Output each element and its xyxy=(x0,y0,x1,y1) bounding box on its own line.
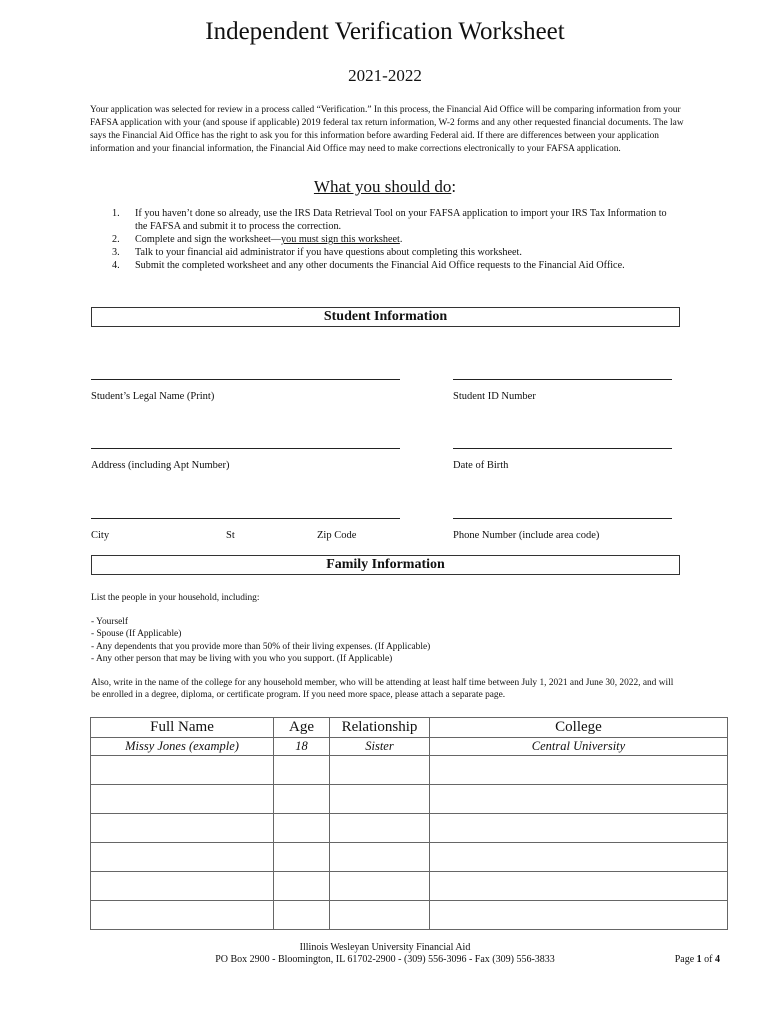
college-note: Also, write in the name of the college for any household member, who will be attending at least half time between July 1, 2021 and June 30, 2022, and will be enrolled in a degree, diploma, or certificate program. If you need more space, please attach a separate page. xyxy=(91,678,674,701)
col-age: Age xyxy=(274,718,330,738)
table-row-example xyxy=(91,738,728,756)
student-id-label: Student ID Number xyxy=(453,391,536,402)
page-prefix: Page xyxy=(674,954,697,965)
page-current: 1 xyxy=(696,954,702,965)
step-text-end: . xyxy=(399,234,403,245)
table-row xyxy=(91,785,728,814)
list-item xyxy=(112,233,672,246)
list-item: - Any dependents that you provide more than 50% of their living expenses. (If Applicable) xyxy=(91,641,431,652)
household-table xyxy=(90,717,728,930)
phone-label: Phone Number (include area code) xyxy=(453,530,600,541)
list-item: - Any other person that may be living with you who you support. (If Applicable) xyxy=(91,654,393,665)
table-row xyxy=(91,814,728,843)
example-name: Missy Jones (example) xyxy=(91,738,274,756)
footer-institution: Illinois Wesleyan University Financial Aid xyxy=(299,942,471,953)
page-total: 4 xyxy=(715,954,720,965)
list-item: - Spouse (If Applicable) xyxy=(91,629,182,640)
legal-name-field[interactable] xyxy=(91,379,400,380)
city-state-zip-field[interactable] xyxy=(91,518,400,519)
city-label: City xyxy=(91,530,110,541)
step-number: 3. xyxy=(112,247,120,258)
must-sign-text: you must sign this worksheet xyxy=(281,234,400,245)
relationship-cell[interactable] xyxy=(330,872,430,901)
age-cell[interactable] xyxy=(274,843,330,872)
zip-label: Zip Code xyxy=(317,530,357,541)
college-cell[interactable] xyxy=(430,843,728,872)
col-full-name: Full Name xyxy=(91,718,274,738)
name-cell[interactable] xyxy=(91,901,274,930)
step-number: 2. xyxy=(112,234,120,245)
relationship-cell[interactable] xyxy=(330,814,430,843)
name-cell[interactable] xyxy=(91,843,274,872)
step-text: Talk to your financial aid administrator if you have questions about completing this worksheet. xyxy=(135,247,522,258)
college-cell[interactable] xyxy=(430,785,728,814)
age-cell[interactable] xyxy=(274,756,330,785)
intro-paragraph: Your application was selected for review in a process called “Verification.” In this process, the Financial Aid Office will be comparing information from your FAFSA application with your (and spouse if applicable) 2019 federal tax return information, W-2 forms and any other requested financial documents. The law says the Financial Aid Office has the right to ask you for this information before awarding Federal aid. If there are differences between your application information and your financial information, the Financial Aid Office may need to make corrections electronically to your FAFSA application. xyxy=(90,105,684,154)
family-info-heading: Family Information xyxy=(91,555,680,575)
relationship-cell[interactable] xyxy=(330,756,430,785)
table-row xyxy=(91,901,728,930)
step-number: 4. xyxy=(112,260,120,271)
step-text: Submit the completed worksheet and any other documents the Financial Aid Office requests to the Financial Aid Office. xyxy=(135,260,625,271)
page-mid: of xyxy=(701,954,715,965)
step-number: 1. xyxy=(112,208,120,219)
household-list xyxy=(91,616,681,666)
name-cell[interactable] xyxy=(91,785,274,814)
page-title: Independent Verification Worksheet xyxy=(205,18,565,45)
list-item xyxy=(112,207,672,233)
name-cell[interactable] xyxy=(91,814,274,843)
relationship-cell[interactable] xyxy=(330,785,430,814)
table-row xyxy=(91,872,728,901)
legal-name-label: Student’s Legal Name (Print) xyxy=(91,391,215,402)
college-cell[interactable] xyxy=(430,901,728,930)
dob-field[interactable] xyxy=(453,448,672,449)
list-item: - Yourself xyxy=(91,617,128,627)
age-cell[interactable] xyxy=(274,872,330,901)
table-row xyxy=(91,756,728,785)
what-you-should-do-heading xyxy=(0,177,770,197)
list-item xyxy=(112,246,672,259)
age-cell[interactable] xyxy=(274,814,330,843)
example-age: 18 xyxy=(274,738,330,756)
example-relationship: Sister xyxy=(330,738,430,756)
name-cell[interactable] xyxy=(91,756,274,785)
household-intro: List the people in your household, including: xyxy=(91,593,260,603)
what-you-should-do-colon: : xyxy=(451,177,457,196)
list-item xyxy=(112,259,672,272)
address-label: Address (including Apt Number) xyxy=(91,460,230,471)
col-relationship: Relationship xyxy=(330,718,430,738)
phone-field[interactable] xyxy=(453,518,672,519)
state-label: St xyxy=(226,530,235,541)
step-text: Complete and sign the worksheet— xyxy=(135,234,281,245)
step-text: If you haven’t done so already, use the IRS Data Retrieval Tool on your FAFSA application to import your IRS Tax Information to the FAFSA and submit it to process the correction. xyxy=(135,208,667,232)
example-college: Central University xyxy=(430,738,728,756)
name-cell[interactable] xyxy=(91,872,274,901)
steps-list xyxy=(112,207,672,272)
age-cell[interactable] xyxy=(274,901,330,930)
relationship-cell[interactable] xyxy=(330,901,430,930)
age-cell[interactable] xyxy=(274,785,330,814)
table-row xyxy=(91,843,728,872)
what-you-should-do-text: What you should do xyxy=(313,177,452,196)
relationship-cell[interactable] xyxy=(330,843,430,872)
student-id-field[interactable] xyxy=(453,379,672,380)
academic-year: 2021-2022 xyxy=(348,66,422,85)
col-college: College xyxy=(430,718,728,738)
footer-contact: PO Box 2900 - Bloomington, IL 61702-2900 - (309) 556-3096 - Fax (309) 556-3833 xyxy=(215,954,555,965)
dob-label: Date of Birth xyxy=(453,460,509,471)
college-cell[interactable] xyxy=(430,814,728,843)
address-field[interactable] xyxy=(91,448,400,449)
table-header-row xyxy=(91,718,728,738)
page-number xyxy=(660,954,720,965)
college-cell[interactable] xyxy=(430,872,728,901)
college-cell[interactable] xyxy=(430,756,728,785)
student-info-heading: Student Information xyxy=(91,307,680,327)
